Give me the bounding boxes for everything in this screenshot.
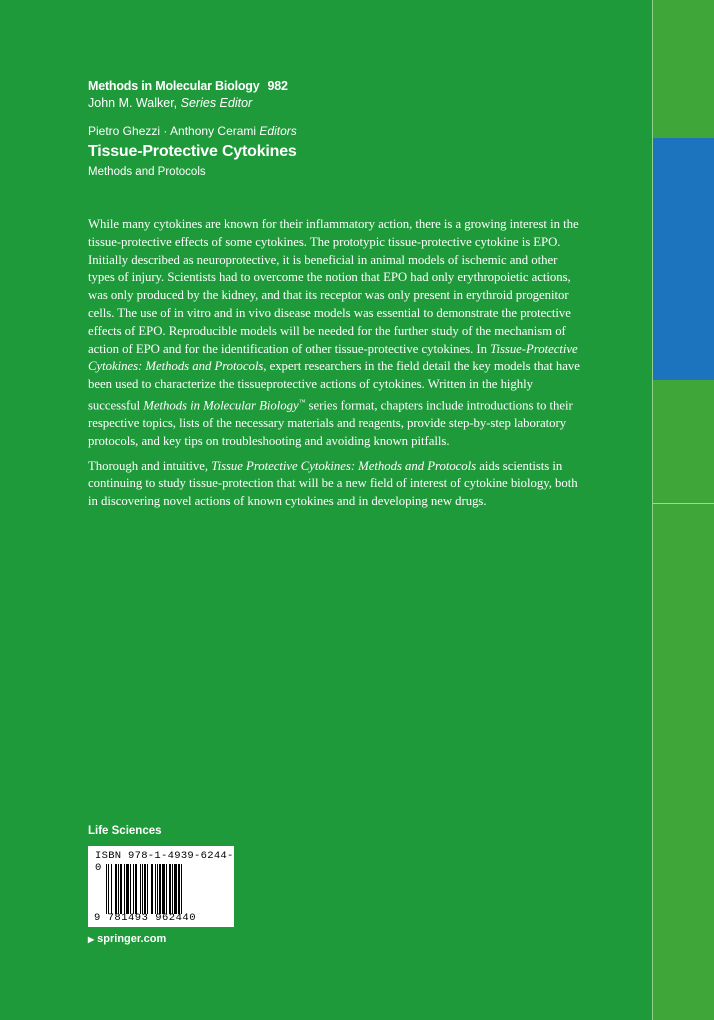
barcode-bar bbox=[133, 864, 134, 914]
description-paragraph-1 bbox=[88, 216, 580, 451]
barcode bbox=[88, 846, 234, 927]
barcode-bar bbox=[166, 864, 167, 914]
barcode-bar bbox=[142, 864, 143, 914]
barcode-bar bbox=[172, 864, 173, 914]
spine-color-band bbox=[653, 138, 714, 380]
ean-text: 9 781493 962440 bbox=[94, 912, 197, 924]
text-run: While many cytokines are known for their inflammatory action, there is a growing interest in the tissue-protective effects of some cytokines. The prototypic tissue-protective cytokine is EPO. Initially described as neuroprotective, it is beneficial in animal models of ischemic and other types of injury. Scientists had to overcome the notion that EPO had only erythropoietic actions, was only produced by the kidney, and that its receptor was only present in erythroid progenitor cells. The use of in vitro and in vivo disease models was essential to demonstrate the protective effects of EPO. Reproducible models will be needed for the further study of the mechanism of action of EPO and for the identification of other tissue-protective cytokines. In bbox=[88, 217, 579, 356]
text-run: Thorough and intuitive, bbox=[88, 458, 212, 473]
editor-role: Editors bbox=[259, 124, 297, 138]
italic-title: Tissue Protective Cytokines: Methods and Protocols bbox=[211, 458, 477, 473]
description bbox=[88, 216, 580, 518]
barcode-bar bbox=[178, 864, 180, 914]
series-editor-name: John M. Walker, bbox=[88, 96, 178, 110]
text-run: , expert researchers in the field detail the key models that have been used to characterize the tissueprotective actions of cytokines. Written in the highly successful bbox=[88, 359, 580, 413]
barcode-bar bbox=[159, 864, 161, 914]
barcode-bar bbox=[144, 864, 146, 914]
barcode-bar bbox=[135, 864, 137, 914]
publisher-link[interactable] bbox=[88, 933, 166, 945]
barcode-bar bbox=[111, 864, 112, 914]
arrow-icon: ▶ bbox=[88, 935, 95, 944]
barcode-bar bbox=[120, 864, 122, 914]
barcode-bar bbox=[162, 864, 165, 914]
text-run: series format, chapters include introductions to their respective topics, lists of the necessary materials and reagents, provide step-by-step laboratory protocols, and key tips on troubleshooting and avoiding known pitfalls. bbox=[88, 398, 573, 448]
series-number: 982 bbox=[267, 79, 288, 93]
barcode-bar bbox=[115, 864, 117, 914]
barcode-bar bbox=[151, 864, 153, 914]
barcode-bar bbox=[124, 864, 125, 914]
book-subtitle: Methods and Protocols bbox=[88, 166, 206, 178]
italic-series: Methods in Molecular Biology bbox=[143, 398, 299, 413]
trademark: ™ bbox=[298, 397, 306, 406]
category-label: Life Sciences bbox=[88, 825, 162, 837]
italic-title: Tissue-Protective Cytokines: Methods and Protocols bbox=[88, 341, 578, 374]
barcode-bar bbox=[157, 864, 158, 914]
barcode-bar bbox=[108, 864, 109, 914]
barcode-bar bbox=[140, 864, 141, 914]
series-name: Methods in Molecular Biology bbox=[88, 79, 260, 93]
barcode-bar bbox=[118, 864, 119, 914]
series-heading bbox=[88, 79, 288, 93]
barcode-bar bbox=[174, 864, 177, 914]
barcode-bar bbox=[169, 864, 171, 914]
barcode-bar bbox=[147, 864, 148, 914]
barcode-bar bbox=[130, 864, 131, 914]
series-editor-role: Series Editor bbox=[180, 96, 253, 110]
publisher-link-text: springer.com bbox=[97, 933, 167, 945]
book-editors bbox=[88, 124, 297, 138]
barcode-bar bbox=[181, 864, 182, 914]
barcode-bar bbox=[126, 864, 129, 914]
editor-names: Pietro Ghezzi · Anthony Cerami bbox=[88, 124, 257, 138]
isbn-text: ISBN 978-1-4939-6244-0 bbox=[95, 850, 234, 874]
barcode-bar bbox=[106, 864, 107, 914]
book-title: Tissue-Protective Cytokines bbox=[88, 143, 297, 160]
barcode-bars bbox=[106, 864, 218, 914]
text-run: aids scientists in continuing to study tissue-protection that will be a new field of interest of cytokine biology, both in discovering novel actions of known cytokines and in developing new drugs. bbox=[88, 458, 578, 509]
series-editor bbox=[88, 96, 252, 110]
spine-divider bbox=[653, 503, 714, 504]
barcode-bar bbox=[155, 864, 156, 914]
description-paragraph-2 bbox=[88, 458, 580, 511]
